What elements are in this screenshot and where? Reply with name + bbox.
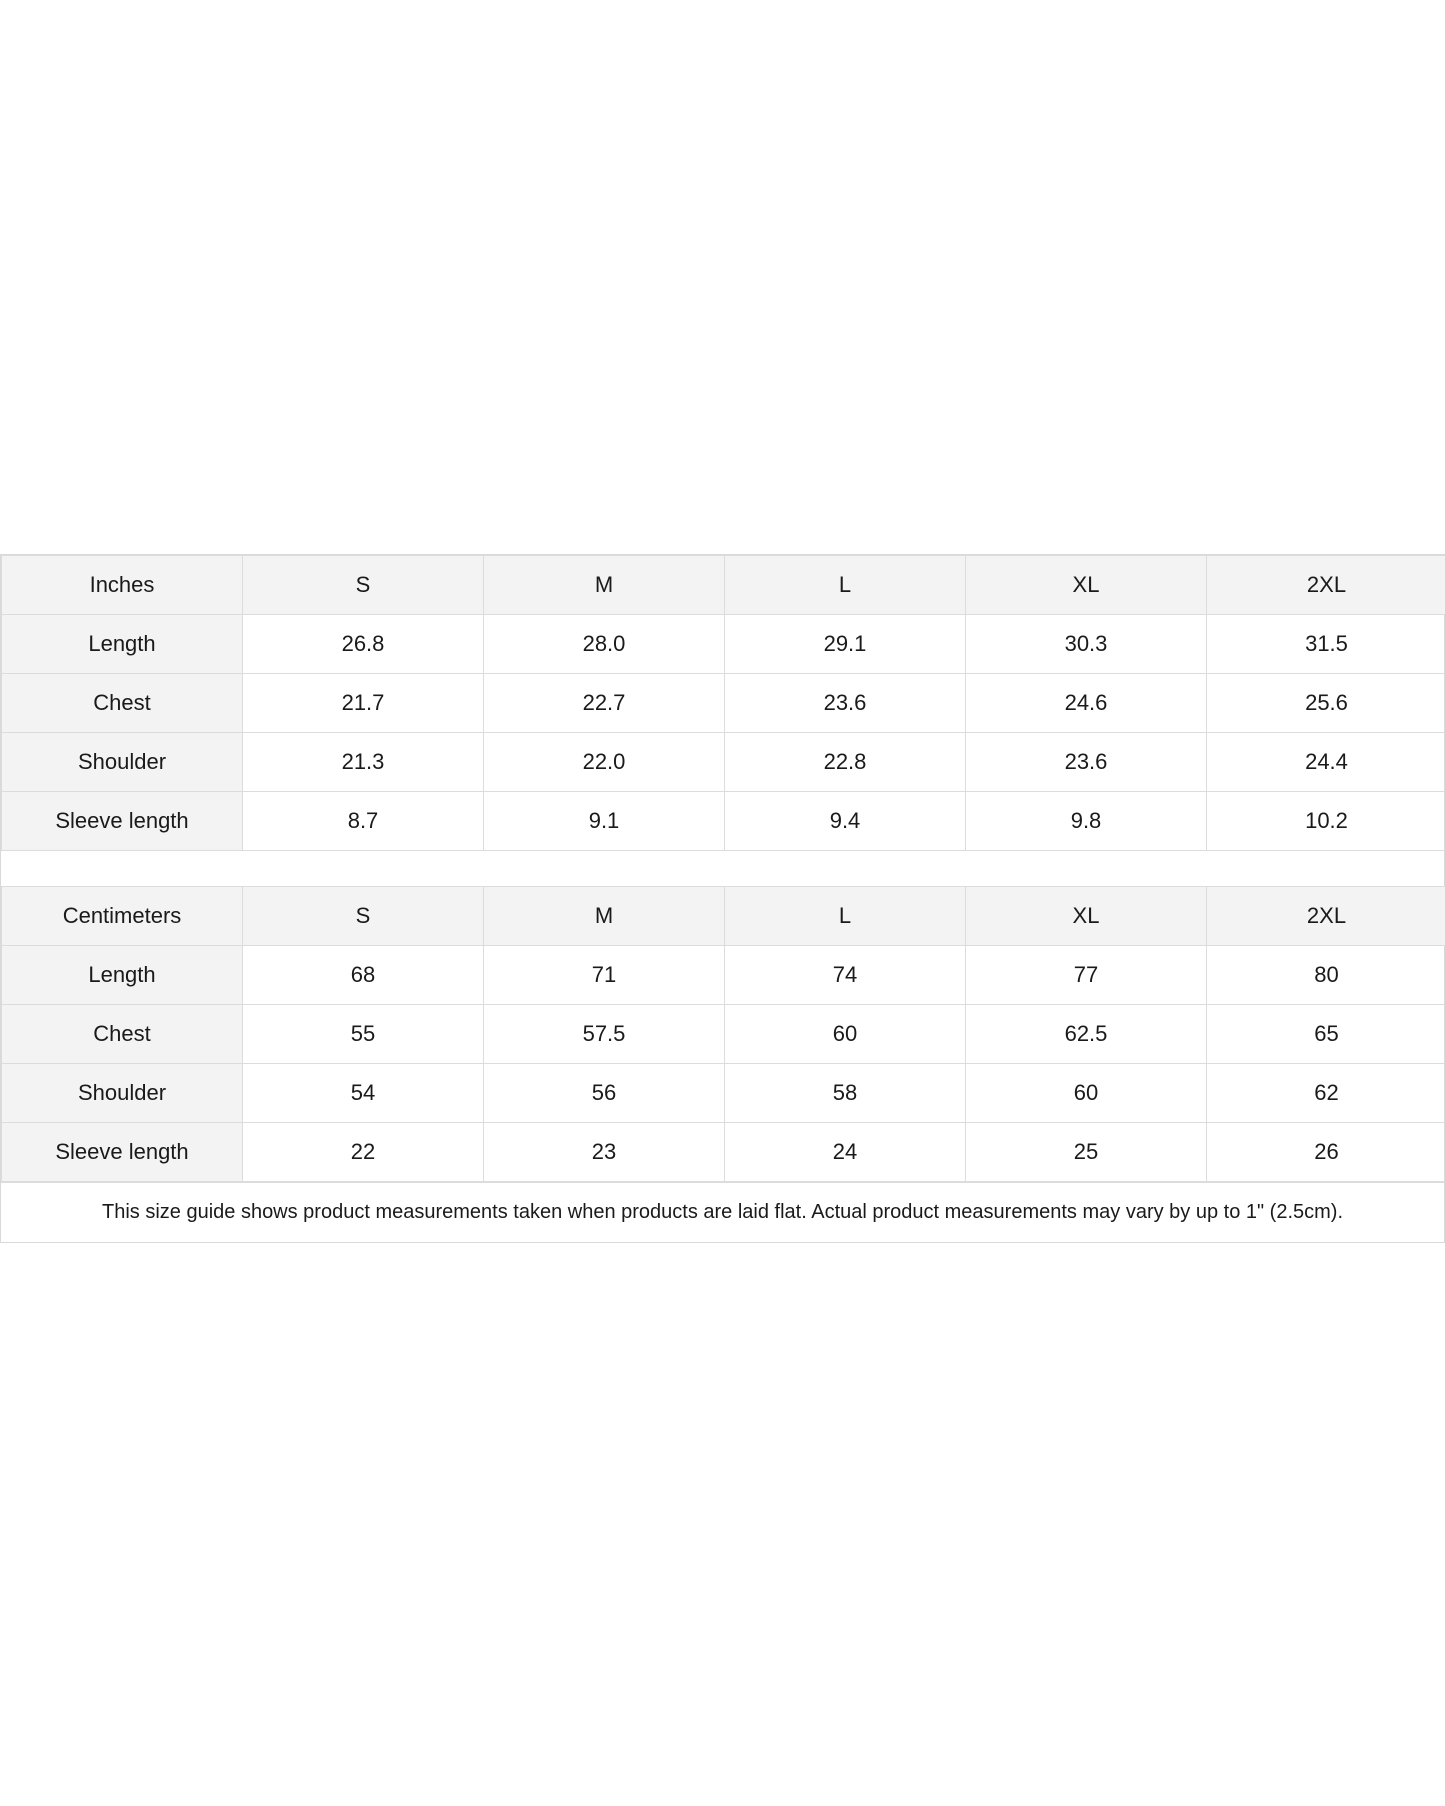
table-cell: 60 — [725, 1005, 966, 1064]
unit-label-inches: Inches — [2, 556, 243, 615]
table-cell: 60 — [966, 1064, 1207, 1123]
table-cell: 21.3 — [243, 733, 484, 792]
table-spacer — [2, 851, 1445, 887]
table-cell: 58 — [725, 1064, 966, 1123]
size-header-l: L — [725, 887, 966, 946]
table-cell: 62 — [1207, 1064, 1445, 1123]
table-cell: 23 — [484, 1123, 725, 1182]
size-guide — [0, 554, 1445, 1243]
table-cell: 25 — [966, 1123, 1207, 1182]
table-cell: 23.6 — [725, 674, 966, 733]
inches-header-row — [2, 556, 1445, 615]
table-cell: 21.7 — [243, 674, 484, 733]
table-cell: 22.7 — [484, 674, 725, 733]
table-cell: 55 — [243, 1005, 484, 1064]
table-cell: 62.5 — [966, 1005, 1207, 1064]
table-cell: 71 — [484, 946, 725, 1005]
table-cell: 23.6 — [966, 733, 1207, 792]
size-header-m: M — [484, 556, 725, 615]
row-label-sleeve-length: Sleeve length — [2, 792, 243, 851]
table-cell: 31.5 — [1207, 615, 1445, 674]
row-label-shoulder: Shoulder — [2, 1064, 243, 1123]
size-header-2xl: 2XL — [1207, 556, 1445, 615]
size-guide-note: This size guide shows product measurements taken when products are laid flat. Actual product measurements may vary by up to 1" (2.5cm). — [1, 1182, 1444, 1242]
table-row — [2, 792, 1445, 851]
table-row — [2, 946, 1445, 1005]
table-spacer-row — [2, 851, 1445, 887]
table-cell: 77 — [966, 946, 1207, 1005]
size-header-l: L — [725, 556, 966, 615]
row-label-chest: Chest — [2, 674, 243, 733]
table-cell: 26 — [1207, 1123, 1445, 1182]
table-cell: 10.2 — [1207, 792, 1445, 851]
size-header-xl: XL — [966, 887, 1207, 946]
size-header-2xl: 2XL — [1207, 887, 1445, 946]
row-label-sleeve-length: Sleeve length — [2, 1123, 243, 1182]
table-cell: 26.8 — [243, 615, 484, 674]
table-cell: 29.1 — [725, 615, 966, 674]
table-cell: 25.6 — [1207, 674, 1445, 733]
table-row — [2, 1064, 1445, 1123]
size-header-s: S — [243, 887, 484, 946]
table-cell: 57.5 — [484, 1005, 725, 1064]
table-cell: 9.4 — [725, 792, 966, 851]
table-row — [2, 615, 1445, 674]
table-row — [2, 733, 1445, 792]
table-cell: 24.4 — [1207, 733, 1445, 792]
table-row — [2, 1123, 1445, 1182]
table-cell: 8.7 — [243, 792, 484, 851]
row-label-length: Length — [2, 615, 243, 674]
size-header-xl: XL — [966, 556, 1207, 615]
table-cell: 22.0 — [484, 733, 725, 792]
table-cell: 24 — [725, 1123, 966, 1182]
table-cell: 22.8 — [725, 733, 966, 792]
table-cell: 9.1 — [484, 792, 725, 851]
table-cell: 9.8 — [966, 792, 1207, 851]
row-label-shoulder: Shoulder — [2, 733, 243, 792]
table-cell: 54 — [243, 1064, 484, 1123]
table-row — [2, 1005, 1445, 1064]
size-header-m: M — [484, 887, 725, 946]
table-cell: 80 — [1207, 946, 1445, 1005]
table-cell: 28.0 — [484, 615, 725, 674]
row-label-length: Length — [2, 946, 243, 1005]
table-cell: 24.6 — [966, 674, 1207, 733]
table-cell: 74 — [725, 946, 966, 1005]
size-header-s: S — [243, 556, 484, 615]
table-cell: 56 — [484, 1064, 725, 1123]
table-row — [2, 674, 1445, 733]
table-cell: 30.3 — [966, 615, 1207, 674]
row-label-chest: Chest — [2, 1005, 243, 1064]
inches-table — [1, 555, 1445, 1182]
centimeters-header-row — [2, 887, 1445, 946]
unit-label-centimeters: Centimeters — [2, 887, 243, 946]
table-cell: 22 — [243, 1123, 484, 1182]
table-cell: 65 — [1207, 1005, 1445, 1064]
table-cell: 68 — [243, 946, 484, 1005]
